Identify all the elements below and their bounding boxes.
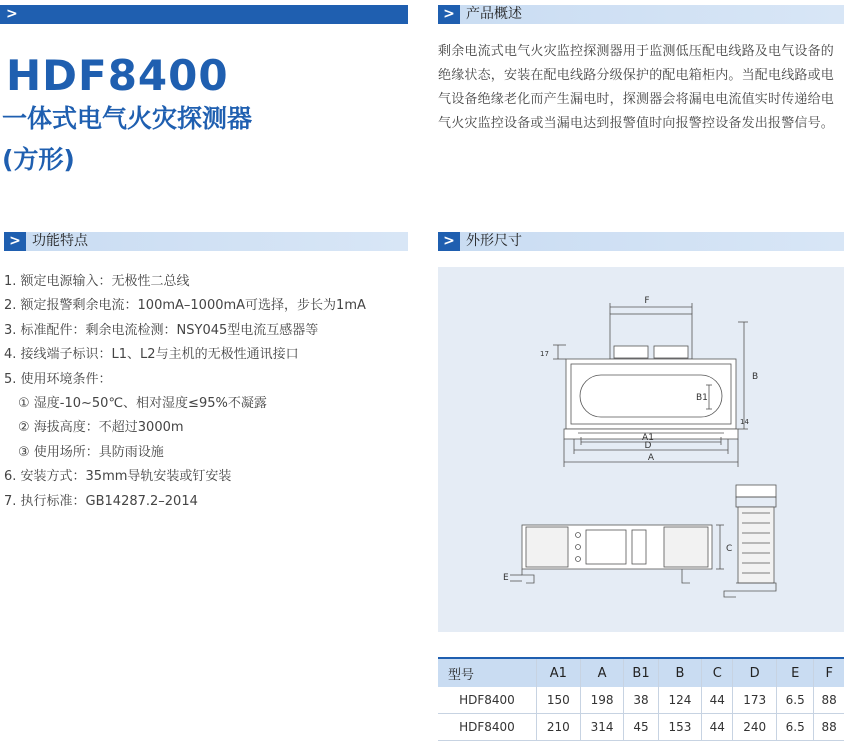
top-left-banner: [0, 5, 408, 24]
cell: 6.5: [777, 714, 814, 741]
product-shape: (方形): [2, 145, 75, 174]
chevron-right-icon: >: [438, 232, 460, 251]
table-header-row: [438, 658, 844, 687]
cell: 198: [580, 687, 624, 714]
cell: 124: [658, 687, 702, 714]
cell: 314: [580, 714, 624, 741]
dimension-drawing-svg: [438, 267, 844, 632]
features-header: [4, 232, 408, 251]
label-B1: B1: [696, 393, 708, 403]
header-B: B: [658, 658, 702, 687]
feature-subitem: ③ 使用场所：具防雨设施: [18, 444, 164, 460]
label-F: F: [644, 296, 650, 306]
features-list: [4, 270, 414, 514]
spec-table: [438, 657, 844, 741]
feature-item: 4. 接线端子标识：L1、L2与主机的无极性通讯接口: [4, 347, 299, 363]
dimensions-header: [438, 232, 844, 251]
label-D: D: [644, 441, 652, 451]
cell: 210: [536, 714, 580, 741]
cell: 45: [624, 714, 658, 741]
label-14: 14: [740, 418, 749, 426]
table-row: [438, 714, 844, 741]
product-name: 一体式电气火灾探测器: [2, 104, 253, 133]
label-A: A: [647, 453, 655, 463]
feature-subitem: ① 湿度-10~50℃、相对湿度≤95%不凝露: [18, 396, 267, 412]
feature-item: 2. 额定报警剩余电流：100mA–1000mA可选择，步长为1mA: [4, 298, 366, 314]
header-D: D: [733, 658, 777, 687]
header-E: E: [777, 658, 814, 687]
chevron-right-icon: >: [438, 5, 460, 24]
cell: 240: [733, 714, 777, 741]
label-A1: A1: [642, 433, 654, 443]
label-C: C: [726, 544, 733, 554]
cell: HDF8400: [438, 714, 536, 741]
product-model: HDF8400: [6, 51, 229, 100]
feature-item: 3. 标准配件：剩余电流检测：NSY045型电流互感器等: [4, 322, 319, 338]
cell: HDF8400: [438, 687, 536, 714]
feature-item: 6. 安装方式：35mm导轨安装或钉安装: [4, 469, 232, 485]
header-F: F: [814, 658, 844, 687]
cell: 44: [702, 714, 733, 741]
cell: 38: [624, 687, 658, 714]
dimensions-title: 外形尺寸: [466, 233, 522, 249]
table-row: [438, 687, 844, 714]
feature-item: 1. 额定电源输入：无极性二总线: [4, 274, 190, 289]
header-model: 型号: [438, 658, 536, 687]
header-B1: B1: [624, 658, 658, 687]
label-E: E: [503, 573, 509, 583]
cell: 6.5: [777, 687, 814, 714]
cell: 173: [733, 687, 777, 714]
cell: 44: [702, 687, 733, 714]
feature-subitem: ② 海拔高度：不超过3000m: [18, 420, 184, 436]
features-title: 功能特点: [32, 233, 88, 249]
cell: 150: [536, 687, 580, 714]
header-A: A: [580, 658, 624, 687]
chevron-right-icon: >: [4, 232, 26, 251]
cell: 153: [658, 714, 702, 741]
cell: 88: [814, 714, 844, 741]
cell: 88: [814, 687, 844, 714]
overview-header: [438, 5, 844, 24]
feature-item: 7. 执行标准：GB14287.2–2014: [4, 493, 198, 509]
label-B: B: [752, 372, 759, 382]
header-A1: A1: [536, 658, 580, 687]
overview-title: 产品概述: [466, 6, 522, 22]
chevron-right-icon: >: [6, 6, 18, 22]
dimension-drawing: [438, 267, 844, 632]
overview-text: 剩余电流式电气火灾监控探测器用于监测低压配电线路及电气设备的绝缘状态，安装在配电线路分级保护的配电箱柜内。当配电线路或电气设备绝缘老化而产生漏电时，探测器会将漏电电流值实时传递给电气火灾监控设备或当漏电达到报警值时向报警控设备发出报警信号。: [438, 44, 835, 131]
feature-item: 5. 使用环境条件：: [4, 371, 112, 387]
header-C: C: [702, 658, 733, 687]
label-17: 17: [540, 350, 549, 358]
